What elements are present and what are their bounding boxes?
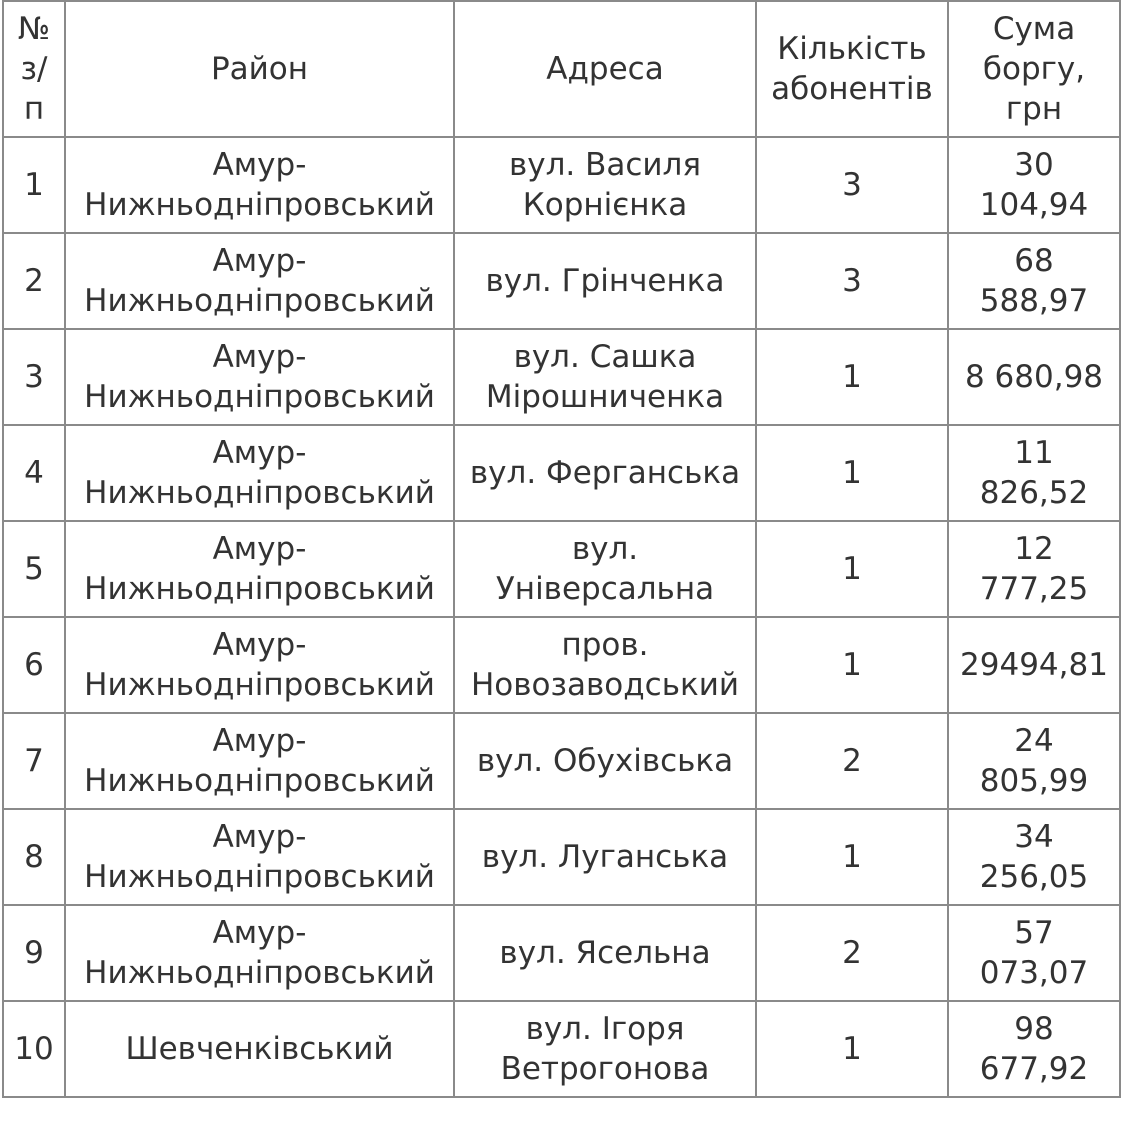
cell-debt: [948, 809, 1120, 905]
cell-debt: [948, 233, 1120, 329]
cell-district: [65, 1001, 454, 1097]
address-line: Корнієнка: [522, 187, 688, 223]
debt-line: 8 680,98: [964, 359, 1104, 395]
debt-line: 11: [1014, 435, 1054, 471]
cell-address: [454, 233, 756, 329]
debt-line: 777,25: [979, 571, 1089, 607]
debt-table: [2, 0, 1121, 1098]
district-line: Амур-: [212, 915, 307, 951]
cell-district: [65, 521, 454, 617]
debt-line: 677,92: [979, 1051, 1089, 1087]
cell-district: [65, 425, 454, 521]
header-district-line: Район: [210, 51, 309, 87]
address-line: пров.: [561, 627, 649, 663]
address-line: вул. Ясельна: [499, 935, 711, 971]
cell-debt: [948, 521, 1120, 617]
cell-address: [454, 1001, 756, 1097]
cell-district: [65, 137, 454, 233]
district-line: Нижньодніпровський: [84, 379, 435, 415]
address-line: Ветрогонова: [500, 1051, 710, 1087]
district-line: Амур-: [212, 243, 307, 279]
cell-number: 1: [3, 137, 65, 233]
header-debt-amount: [948, 1, 1120, 137]
cell-debt: [948, 617, 1120, 713]
district-line: Нижньодніпровський: [84, 955, 435, 991]
debt-line: 588,97: [979, 283, 1089, 319]
cell-count: 3: [756, 137, 948, 233]
district-line: Нижньодніпровський: [84, 187, 435, 223]
cell-address: [454, 617, 756, 713]
debt-line: 29494,81: [960, 647, 1108, 683]
district-line: Амур-: [212, 819, 307, 855]
table-row: [3, 233, 1120, 329]
table-row: [3, 329, 1120, 425]
address-line: вул. Грінченка: [485, 263, 725, 299]
cell-count: 1: [756, 521, 948, 617]
cell-address: [454, 329, 756, 425]
district-line: Амур-: [212, 723, 307, 759]
header-district: [65, 1, 454, 137]
cell-debt: [948, 1001, 1120, 1097]
cell-count: 2: [756, 905, 948, 1001]
cell-number: 6: [3, 617, 65, 713]
header-count-line: Кількість: [777, 31, 927, 67]
cell-district: [65, 809, 454, 905]
cell-number: 9: [3, 905, 65, 1001]
header-number-line: п: [23, 91, 45, 127]
cell-debt: [948, 137, 1120, 233]
table-row: [3, 809, 1120, 905]
header-debt-line: боргу,: [982, 51, 1086, 87]
district-line: Шевченківський: [125, 1031, 394, 1067]
district-line: Нижньодніпровський: [84, 667, 435, 703]
address-line: вул. Обухівська: [476, 743, 734, 779]
district-line: Нижньодніпровський: [84, 571, 435, 607]
cell-count: 1: [756, 809, 948, 905]
cell-count: 1: [756, 617, 948, 713]
address-line: вул. Сашка: [513, 339, 697, 375]
cell-count: 3: [756, 233, 948, 329]
table-row: [3, 521, 1120, 617]
cell-count: 2: [756, 713, 948, 809]
district-line: Амур-: [212, 147, 307, 183]
cell-debt: [948, 905, 1120, 1001]
cell-debt: [948, 425, 1120, 521]
cell-district: [65, 617, 454, 713]
table-row: [3, 905, 1120, 1001]
address-line: вул.: [571, 531, 639, 567]
table-row: [3, 425, 1120, 521]
debt-line: 256,05: [979, 859, 1089, 895]
debt-line: 073,07: [979, 955, 1089, 991]
debt-line: 30: [1014, 147, 1054, 183]
debt-line: 98: [1014, 1011, 1054, 1047]
debt-line: 805,99: [979, 763, 1089, 799]
debt-line: 34: [1014, 819, 1054, 855]
cell-number: 3: [3, 329, 65, 425]
debt-line: 57: [1014, 915, 1054, 951]
district-line: Нижньодніпровський: [84, 859, 435, 895]
debt-line: 12: [1014, 531, 1054, 567]
cell-debt: [948, 329, 1120, 425]
address-line: вул. Ігоря: [525, 1011, 685, 1047]
cell-number: 4: [3, 425, 65, 521]
cell-district: [65, 233, 454, 329]
cell-address: [454, 521, 756, 617]
header-subscriber-count: [756, 1, 948, 137]
header-row: [3, 1, 1120, 137]
cell-address: [454, 809, 756, 905]
district-line: Амур-: [212, 435, 307, 471]
district-line: Амур-: [212, 339, 307, 375]
header-number: [3, 1, 65, 137]
table-row: [3, 713, 1120, 809]
cell-number: 8: [3, 809, 65, 905]
cell-address: [454, 905, 756, 1001]
cell-district: [65, 329, 454, 425]
header-count-line: абонентів: [771, 71, 933, 107]
district-line: Амур-: [212, 627, 307, 663]
table-row: [3, 617, 1120, 713]
cell-number: 7: [3, 713, 65, 809]
header-debt-line: грн: [1005, 91, 1063, 127]
header-debt-line: Сума: [992, 11, 1076, 47]
cell-address: [454, 425, 756, 521]
address-line: вул. Луганська: [481, 839, 729, 875]
cell-number: 2: [3, 233, 65, 329]
cell-district: [65, 713, 454, 809]
cell-count: 1: [756, 329, 948, 425]
district-line: Нижньодніпровський: [84, 763, 435, 799]
cell-number: 10: [3, 1001, 65, 1097]
debt-line: 104,94: [979, 187, 1089, 223]
cell-count: 1: [756, 1001, 948, 1097]
cell-address: [454, 713, 756, 809]
address-line: Універсальна: [495, 571, 715, 607]
table-row: [3, 137, 1120, 233]
district-line: Амур-: [212, 531, 307, 567]
district-line: Нижньодніпровський: [84, 475, 435, 511]
header-address: [454, 1, 756, 137]
cell-debt: [948, 713, 1120, 809]
debt-line: 826,52: [979, 475, 1089, 511]
cell-address: [454, 137, 756, 233]
cell-count: 1: [756, 425, 948, 521]
header-number-line: з/: [20, 51, 48, 87]
address-line: вул. Ферганська: [469, 455, 741, 491]
cell-number: 5: [3, 521, 65, 617]
address-line: вул. Василя: [508, 147, 702, 183]
debt-line: 68: [1014, 243, 1054, 279]
address-line: Мірошниченка: [485, 379, 725, 415]
cell-district: [65, 905, 454, 1001]
address-line: Новозаводський: [471, 667, 739, 703]
header-address-line: Адреса: [546, 51, 664, 87]
header-number-line: №: [17, 11, 51, 47]
district-line: Нижньодніпровський: [84, 283, 435, 319]
debt-line: 24: [1014, 723, 1054, 759]
table-row: [3, 1001, 1120, 1097]
